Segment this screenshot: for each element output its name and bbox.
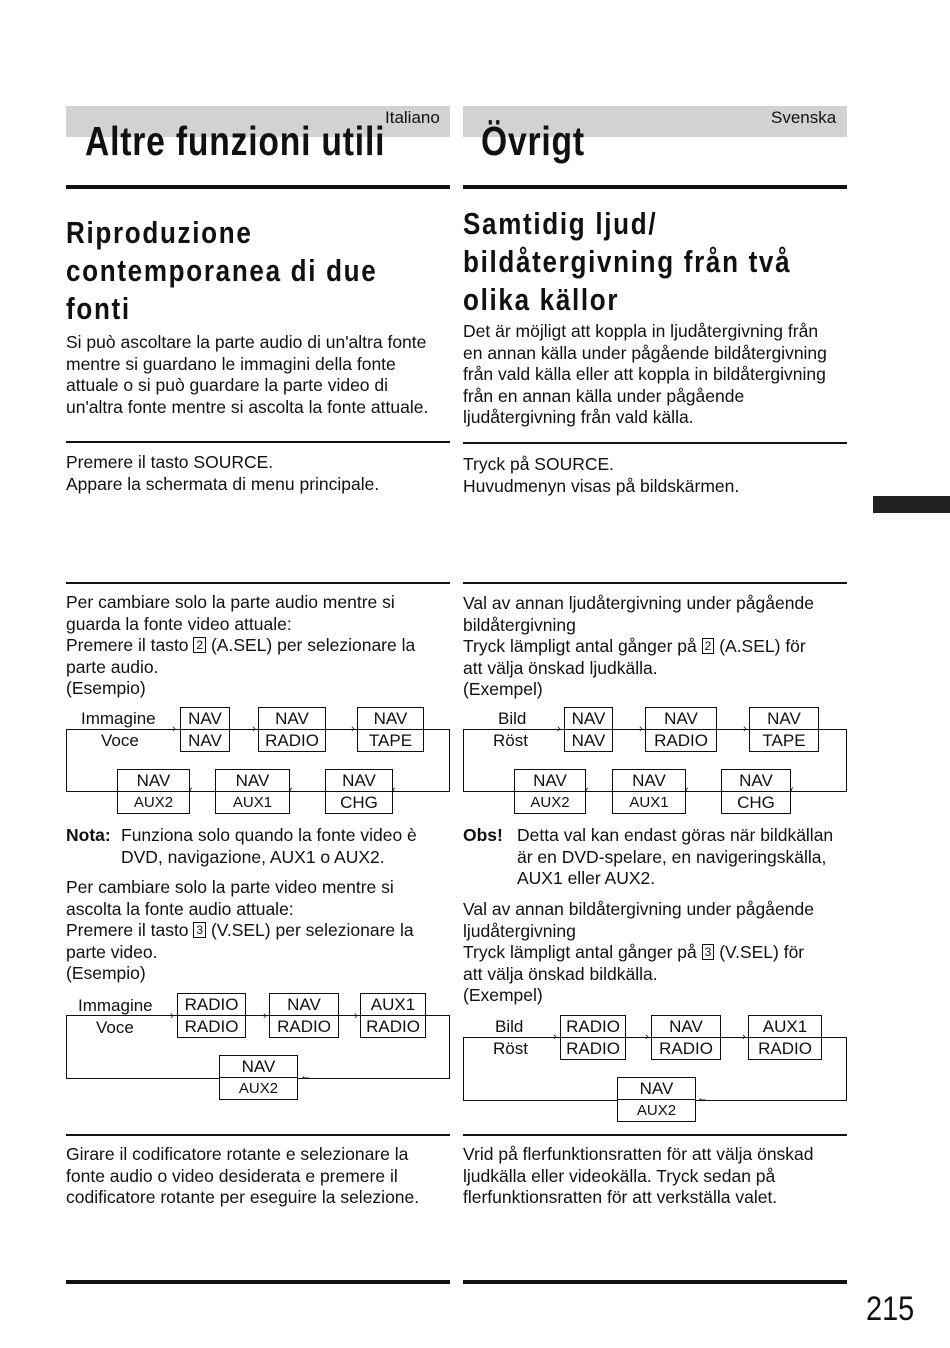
arrow-left-icon: ‹ [289,784,293,796]
box-image: NAV [241,1057,276,1076]
box-image: NAV [275,709,309,728]
language-label-it: Italiano [385,108,440,127]
box-image: NAV [188,709,222,728]
source-box [177,993,246,1038]
source-box [612,769,686,814]
source-box [651,1015,721,1060]
box-audio: RADIO [270,1015,338,1037]
text-line: Tryck på SOURCE. [463,454,615,474]
source-box [117,769,190,814]
box-audio: RADIO [561,1037,625,1059]
text-line [463,825,834,847]
text-line: Vrid på flerfunktionsratten för att välja önskad [463,1144,814,1164]
row-label-image: Immagine [81,709,156,728]
text-line: flerfunktionsratten för att verkställa valet. [463,1187,778,1208]
final-step-it [66,1144,419,1209]
source-box [645,707,717,752]
heading-line: Riproduzione [66,215,253,250]
text-line: attuale o si può guardare la parte video di [66,375,389,396]
note-label: Obs! [463,825,503,845]
source-box [258,707,326,752]
video-select-sv [463,899,814,1007]
text-line: (Exempel) [463,679,543,700]
text-line: guarda la fonte video attuale: [66,613,292,634]
text-line [463,942,814,964]
text-line: Appare la schermata di menu principale. [66,473,380,494]
text-line: Per cambiare solo la parte audio mentre si [66,592,395,612]
text-line: fonte audio o video desiderata e premere il [66,1165,398,1186]
text-line [66,825,417,847]
arrow-left-icon: ‹ [189,784,193,796]
box-image: NAV [639,1079,674,1098]
box-image: NAV [767,709,801,728]
text-line: Huvudmenyn visas på bildskärmen. [463,475,740,496]
source-box [617,1077,696,1122]
text-line: ascolta la fonte audio attuale: [66,898,294,919]
audio-select-sv [463,593,814,701]
source-box [514,769,586,814]
arrow-left-icon: ← [697,1092,708,1104]
text-line: ljudåtergivning från vald källa. [463,407,694,428]
text-segment: (V.SEL) per selezionare la [206,920,414,941]
text-line: Per cambiare solo la parte video mentre si [66,877,394,897]
text-segment: (A.SEL) för [714,636,806,657]
text-segment: Premere il tasto [66,920,194,941]
note-label: Nota: [66,825,111,845]
text-line: mentre si guardano le immagini della fonte [66,353,396,374]
text-line: un'altra fonte mentre si ascolta la fonte attuale. [66,396,429,417]
source-box [269,993,339,1038]
arrow-right-icon: › [172,723,176,735]
step1-it [66,452,379,495]
source-box [325,769,393,814]
text-line: AUX1 eller AUX2. [517,868,656,889]
box-audio: CHG [326,791,392,813]
key-3-icon: 3 [193,922,206,938]
box-image: NAV [136,771,171,790]
rule [66,1280,450,1284]
text-segment: (A.SEL) per selezionare la [206,635,416,656]
heading-line: contemporanea di due [66,253,378,288]
row-label-image: Bild [498,709,527,728]
text-segment: (V.SEL) för [714,942,805,963]
source-box [180,707,230,752]
arrow-right-icon: › [645,1031,649,1043]
text-line: Si può ascoltare la parte audio di un'altra fonte [66,332,427,352]
source-box [215,769,290,814]
section-tab-marker [873,496,950,513]
text-segment: Tryck lämpligt antal gånger på [463,636,702,657]
box-audio: TAPE [750,729,818,751]
box-image: AUX1 [370,995,416,1014]
arrow-right-icon: › [354,1010,358,1022]
intro-sv [463,321,827,429]
box-audio: NAV [181,729,229,751]
note-sv [463,825,834,890]
box-audio: RADIO [361,1015,425,1037]
box-image: NAV [235,771,270,790]
box-audio: RADIO [652,1037,720,1059]
arrow-right-icon: › [557,723,561,735]
arrow-left-icon: ‹ [585,784,589,796]
rule [66,185,450,189]
box-image: NAV [632,771,666,790]
box-audio: RADIO [178,1015,245,1037]
heading-line: bildåtergivning från två [463,244,792,279]
text-line: är en DVD-spelare, en navigeringskälla, [517,846,827,867]
language-label-sv: Svenska [771,108,837,127]
box-image: NAV [342,771,376,790]
rule [66,441,450,443]
row-label-audio: Röst [493,731,528,750]
key-2-icon: 2 [193,637,206,653]
arrow-right-icon: › [743,723,747,735]
box-audio: AUX2 [515,791,585,813]
text-segment: Detta val kan endast göras när bildkällan [517,825,834,845]
text-line: parte audio. [66,656,159,677]
text-line: parte video. [66,941,158,962]
source-box [360,993,426,1038]
text-line: ljudkälla eller videokälla. Tryck sedan på [463,1165,776,1186]
box-audio: AUX2 [118,791,189,813]
source-box [721,769,791,814]
box-audio: AUX2 [618,1099,695,1121]
page-title-sv: Övrigt [481,118,585,164]
arrow-right-icon: › [639,723,643,735]
final-step-sv [463,1144,814,1209]
rule [463,1134,847,1136]
box-audio: RADIO [646,729,716,751]
arrow-right-icon: › [553,1031,557,1043]
key-3-icon: 3 [702,944,715,960]
note-it [66,825,417,868]
box-audio: AUX1 [216,791,289,813]
text-line: en annan källa under pågående bildåtergivning [463,342,827,363]
box-image: RADIO [566,1017,620,1036]
key-2-icon: 2 [702,638,715,654]
step1-sv [463,454,739,497]
box-audio: RADIO [259,729,325,751]
row-label-image: Bild [495,1017,524,1036]
row-label-audio: Röst [493,1039,528,1058]
rule [463,185,847,189]
arrow-right-icon: › [742,1031,746,1043]
box-audio: AUX2 [220,1077,297,1099]
box-image: NAV [571,709,606,728]
video-select-it [66,877,414,985]
rule [66,1134,450,1136]
source-box [219,1055,298,1100]
box-audio: AUX1 [613,791,685,813]
box-image: NAV [664,709,698,728]
heading-line: fonti [66,291,131,326]
heading-line: olika källor [463,282,620,317]
page-number: 215 [866,1290,915,1328]
rule [66,582,450,584]
text-segment: Tryck lämpligt antal gånger på [463,942,702,963]
text-line: (Exempel) [463,985,543,1006]
box-image: NAV [739,771,773,790]
row-label-image: Immagine [78,996,153,1015]
text-line [66,635,415,657]
source-box [560,1015,626,1060]
text-segment: Funziona solo quando la fonte video è [121,825,417,845]
text-line [66,920,414,942]
row-label-audio: Voce [101,731,139,750]
page-title-it: Altre funzioni utili [85,118,386,164]
text-line: från en annan källa under pågående [463,385,745,406]
arrow-right-icon: › [252,723,256,735]
text-line: Det är möjligt att koppla in ljudåtergivning från [463,321,819,341]
arrow-left-icon: ‹ [392,784,396,796]
intro-it [66,332,428,418]
source-box [748,1015,822,1060]
text-line: Premere il tasto SOURCE. [66,452,274,472]
text-line: (Esempio) [66,963,146,984]
section-heading-sv [463,205,791,319]
heading-line: Samtidig ljud/ [463,206,658,241]
rule [463,1280,847,1284]
section-heading-it [66,214,377,328]
box-image: NAV [533,771,567,790]
text-line [463,636,814,658]
arrow-left-icon: ← [300,1070,311,1082]
source-box [357,707,424,752]
text-line: att välja önskad ljudkälla. [463,657,658,678]
box-audio: RADIO [749,1037,821,1059]
text-line: DVD, navigazione, AUX1 o AUX2. [121,846,385,867]
audio-select-it [66,592,415,700]
text-line: Val av annan bildåtergivning under pågående [463,899,814,919]
text-line: bildåtergivning [463,614,576,635]
box-audio: NAV [565,729,612,751]
box-image: NAV [287,995,321,1014]
rule [463,582,847,584]
arrow-right-icon: › [263,1010,267,1022]
box-image: NAV [373,709,408,728]
box-audio: CHG [722,791,790,813]
source-box [564,707,613,752]
source-box [749,707,819,752]
arrow-left-icon: ‹ [790,784,794,796]
text-line: att välja önskad bildkälla. [463,963,658,984]
arrow-right-icon: › [170,1010,174,1022]
box-image: NAV [669,1017,703,1036]
row-label-audio: Voce [96,1018,134,1037]
text-line: (Esempio) [66,678,146,699]
box-image: AUX1 [762,1017,808,1036]
text-line: codificatore rotante per eseguire la selezione. [66,1187,420,1208]
rule [463,442,847,444]
box-image: RADIO [184,995,239,1014]
box-audio: TAPE [358,729,423,751]
arrow-right-icon: › [351,723,355,735]
text-segment: Premere il tasto [66,635,194,656]
text-line: Val av annan ljudåtergivning under pågående [463,593,814,613]
text-line: Girare il codificatore rotante e selezionare la [66,1144,409,1164]
text-line: ljudåtergivning [463,920,576,941]
text-line: från vald källa eller att koppla in bildåtergivning [463,364,826,385]
arrow-left-icon: ‹ [685,784,689,796]
